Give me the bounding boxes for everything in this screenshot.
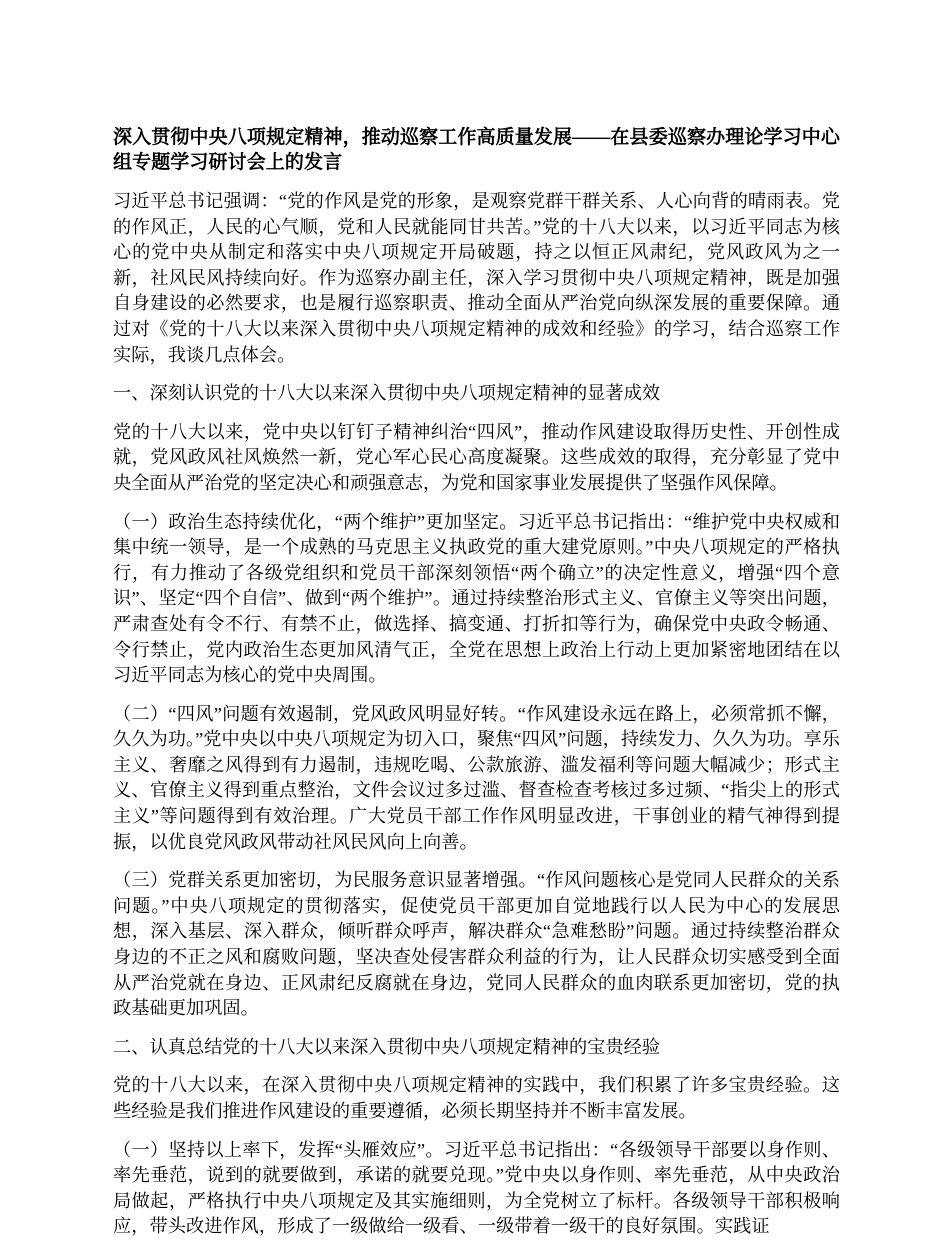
body-paragraph: 党的十八大以来，在深入贯彻中央八项规定精神的实践中，我们积累了许多宝贵经验。这些经验是我们推进作风建设的重要遵循，必须长期坚持并不断丰富发展。 (113, 1075, 840, 1121)
section-heading: 一、深刻认识党的十八大以来深入贯彻中央八项规定精神的显著成效 (113, 383, 661, 404)
sub-paragraph: （一）坚持以上率下，发挥“头雁效应”。习近平总书记指出：“各级领导干部要以身作则、率先垂范，说到的就要做到，承诺的就要兑现。”党中央以身作则、率先垂范，从中央政治局做起，严格执行中央八项规定及其实施细则，为全党树立了标杆。各级领导干部积极响应，带头改进作风，形成了一级做给一级看、一级带着一级干的良好氛围。实践证 (113, 1139, 840, 1237)
page-title: 深入贯彻中央八项规定精神，推动巡察工作高质量发展——在县委巡察办理论学习中心组专题学习研讨会上的发言 (113, 127, 840, 173)
body-paragraph: 党的十八大以来，党中央以钉钉子精神纠治“四风”，推动作风建设取得历史性、开创性成就，党风政风社风焕然一新，党心军心民心高度凝聚。这些成效的取得，充分彰显了党中央全面从严治党的坚定决心和顽强意志，为党和国家事业发展提供了坚强作风保障。 (113, 421, 840, 493)
sub-paragraph: （二）“四风”问题有效遏制，党风政风明显好转。“作风建设永远在路上，必须常抓不懈，久久为功。”党中央以中央八项规定为切入口，聚焦“四风”问题，持续发力、久久为功。享乐主义、奢靡之风得到有力遏制，违规吃喝、公款旅游、滥发福利等问题大幅减少；形式主义、官僚主义得到重点整治，文件会议过多过滥、督查检查考核过多过频、“指尖上的形式主义”等问题得到有效治理。广大党员干部工作作风明显改进，干事创业的精气神得到提振，以优良党风政风带动社风民风向上向善。 (113, 703, 840, 852)
document-body (113, 189, 840, 1240)
sub-paragraph: （一）政治生态持续优化，“两个维护”更加坚定。习近平总书记指出：“维护党中央权威和集中统一领导，是一个成熟的马克思主义执政党的重大建党原则。”中央八项规定的严格执行，有力推动了各级党组织和党员干部深刻领悟“两个确立”的决定性意义，增强“四个意识”、坚定“四个自信”、做到“两个维护”。通过持续整治形式主义、官僚主义等突出问题，严肃查处有令不行、有禁不止，做选择、搞变通、打折扣等行为，确保党中央政令畅通、令行禁止，党内政治生态更加风清气正，全党在思想上政治上行动上更加紧密地团结在以习近平同志为核心的党中央周围。 (113, 511, 840, 686)
section-heading: 二、认真总结党的十八大以来深入贯彻中央八项规定精神的宝贵经验 (113, 1036, 661, 1057)
sub-paragraph: （三）党群关系更加密切，为民服务意识显著增强。“作风问题核心是党同人民群众的关系问题。”中央八项规定的贯彻落实，促使党员干部更加自觉地践行以人民为中心的发展思想，深入基层、深入群众，倾听群众呼声，解决群众“急难愁盼”问题。通过持续整治群众身边的不正之风和腐败问题，坚决查处侵害群众利益的行为，让人民群众切实感受到全面从严治党就在身边、正风肃纪反腐就在身边，党同人民群众的血肉联系更加密切，党的执政基础更加巩固。 (113, 870, 840, 1019)
body-paragraph: 习近平总书记强调：“党的作风是党的形象，是观察党群干群关系、人心向背的晴雨表。党的作风正，人民的心气顺，党和人民就能同甘共苦。”党的十八大以来，以习近平同志为核心的党中央从制定和落实中央八项规定开局破题，持之以恒正风肃纪，党风政风为之一新，社风民风持续向好。作为巡察办副主任，深入学习贯彻中央八项规定精神，既是加强自身建设的必然要求，也是履行巡察职责、推动全面从严治党向纵深发展的重要保障。通过对《党的十八大以来深入贯彻中央八项规定精神的成效和经验》的学习，结合巡察工作实际，我谈几点体会。 (113, 191, 840, 365)
